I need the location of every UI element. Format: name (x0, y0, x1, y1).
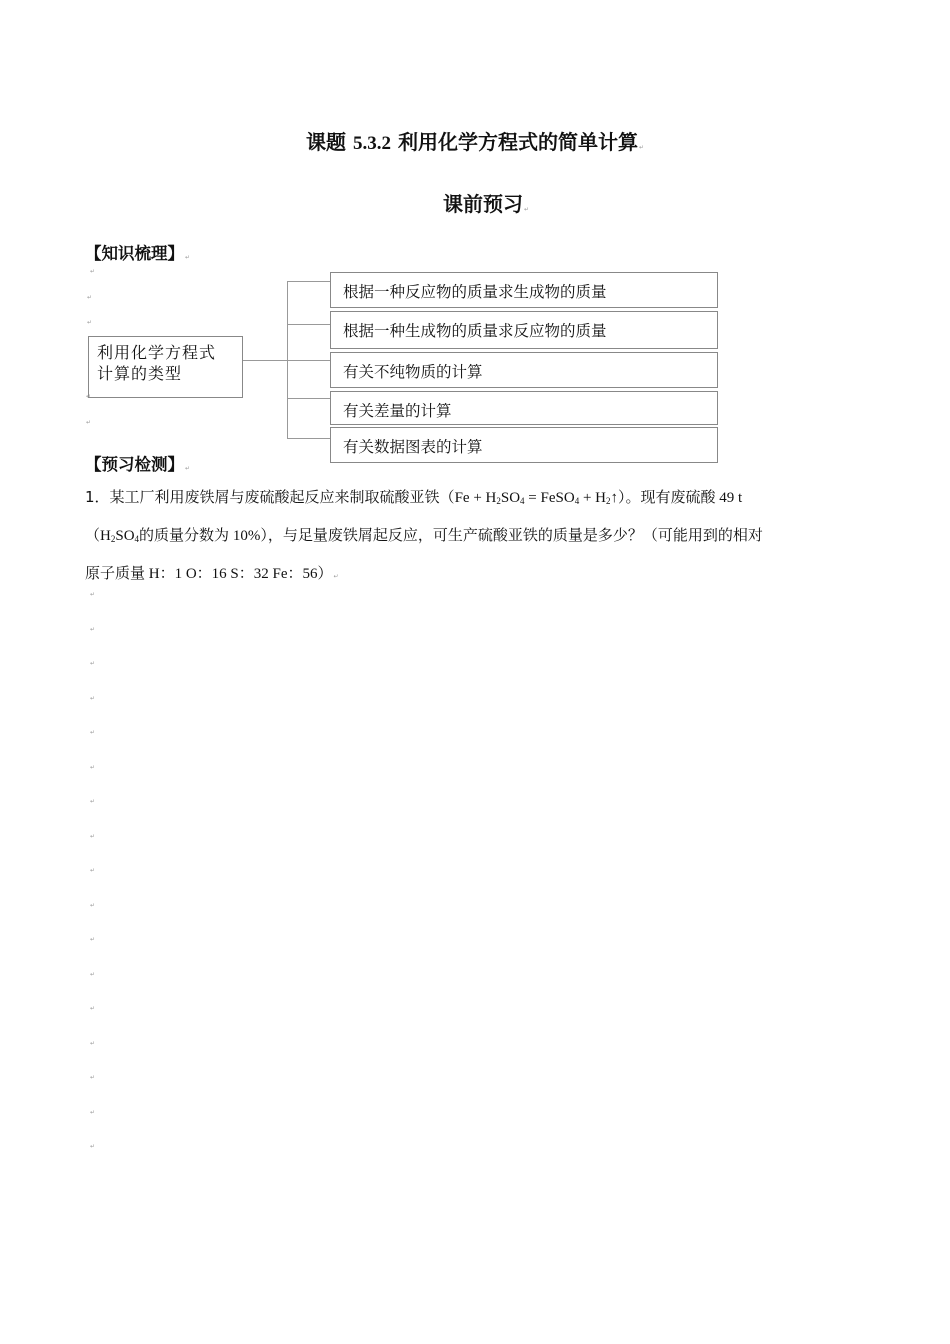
subscript: 4 (574, 496, 580, 506)
answer-line-mark: ↵ (90, 729, 96, 736)
subscript: 4 (520, 496, 525, 506)
diagram-root-line1: 利用化学方程式 (97, 343, 217, 362)
connector-branch-4 (287, 398, 330, 399)
subscript: 2 (605, 496, 611, 506)
answer-line-mark: ↵ (90, 971, 96, 978)
answer-line-mark: ↵ (90, 1109, 96, 1116)
answer-line-mark: ↵ (90, 1143, 96, 1150)
page-subtitle (0, 188, 950, 217)
equation: Fe + H (454, 490, 497, 506)
paragraph-mark: ↵ (638, 144, 644, 151)
question-line-1 (85, 478, 865, 520)
formula: H (100, 528, 111, 544)
connector-branch-5 (287, 438, 330, 439)
question-text: 的质量分数为 (139, 526, 230, 544)
diagram-branch-box: 根据一种反应物的质量求生成物的质量 (330, 272, 718, 308)
answer-line-mark: ↵ (90, 1005, 96, 1012)
answer-line-mark: ↵ (90, 764, 96, 771)
page-title (0, 126, 950, 155)
up-arrow: ↑ (610, 490, 618, 506)
subtitle-text: 课前预习 (442, 192, 523, 216)
section-knowledge (85, 240, 190, 264)
paragraph-mark: ↵ (185, 465, 191, 472)
paragraph-mark: ↵ (86, 419, 92, 426)
diagram-root-box (88, 336, 243, 398)
formula: SO (115, 528, 135, 544)
question-text: ） (317, 564, 333, 582)
answer-line-mark: ↵ (90, 660, 96, 667)
answer-line-mark: ↵ (90, 1040, 96, 1047)
equation: SO (500, 490, 521, 506)
mass-value: 49 t (715, 490, 743, 506)
paragraph-mark: ↵ (185, 254, 191, 261)
question-line-2 (85, 516, 865, 558)
paragraph-mark: ↵ (87, 294, 93, 301)
section-check (85, 451, 190, 475)
answer-line-mark: ↵ (90, 833, 96, 840)
question-text: 原子质量 (85, 564, 146, 582)
diagram-branch-box: 有关差量的计算 (330, 391, 718, 425)
paragraph-mark: ↵ (90, 268, 96, 275)
paragraph-mark: ↵ (333, 573, 339, 580)
connector-horizontal (243, 360, 288, 361)
connector-branch-3 (287, 360, 330, 361)
atomic-masses: H：1 O：16 S：32 Fe：56 (145, 566, 318, 582)
question-text: （ (85, 526, 101, 544)
subscript: 2 (496, 496, 501, 506)
section-knowledge-title: 【知识梳理】 (85, 244, 184, 263)
question-number: 1． (85, 488, 110, 506)
paragraph-mark: ↵ (86, 393, 92, 400)
answer-line-mark: ↵ (90, 626, 96, 633)
title-prefix: 课题 (306, 130, 347, 154)
equation: + H (579, 490, 606, 506)
question-text: ）。现有废硫酸 (617, 488, 716, 506)
title-number: 5.3.2 (352, 133, 391, 154)
subscript: 2 (110, 534, 116, 544)
answer-line-mark: ↵ (90, 902, 96, 909)
answer-line-mark: ↵ (90, 695, 96, 702)
answer-line-mark: ↵ (90, 1074, 96, 1081)
answer-line-mark: ↵ (90, 936, 96, 943)
question-text: 某工厂利用废铁屑与废硫酸起反应来制取硫酸亚铁（ (109, 488, 455, 506)
diagram-branch-box: 有关不纯物质的计算 (330, 352, 718, 388)
answer-line-mark: ↵ (90, 798, 96, 805)
percent-value: 10% (229, 528, 261, 544)
subscript: 4 (134, 534, 140, 544)
diagram-root-line2: 计算的类型 (97, 364, 183, 383)
title-text: 利用化学方程式的简单计算 (397, 130, 638, 154)
section-check-title: 【预习检测】 (85, 455, 184, 474)
paragraph-mark: ↵ (87, 319, 93, 326)
equation: = FeSO (524, 490, 575, 506)
answer-line-mark: ↵ (90, 591, 96, 598)
diagram-branch-box: 根据一种生成物的质量求反应物的质量 (330, 311, 718, 349)
answer-line-mark: ↵ (90, 867, 96, 874)
diagram-branch-box: 有关数据图表的计算 (330, 427, 718, 463)
question-line-3 (85, 554, 865, 596)
connector-branch-1 (287, 281, 330, 282)
connector-branch-2 (287, 324, 330, 325)
paragraph-mark: ↵ (523, 206, 530, 213)
question-text: ），与足量废铁屑起反应，可生产硫酸亚铁的质量是多少？（可能用到的相对 (260, 526, 763, 544)
